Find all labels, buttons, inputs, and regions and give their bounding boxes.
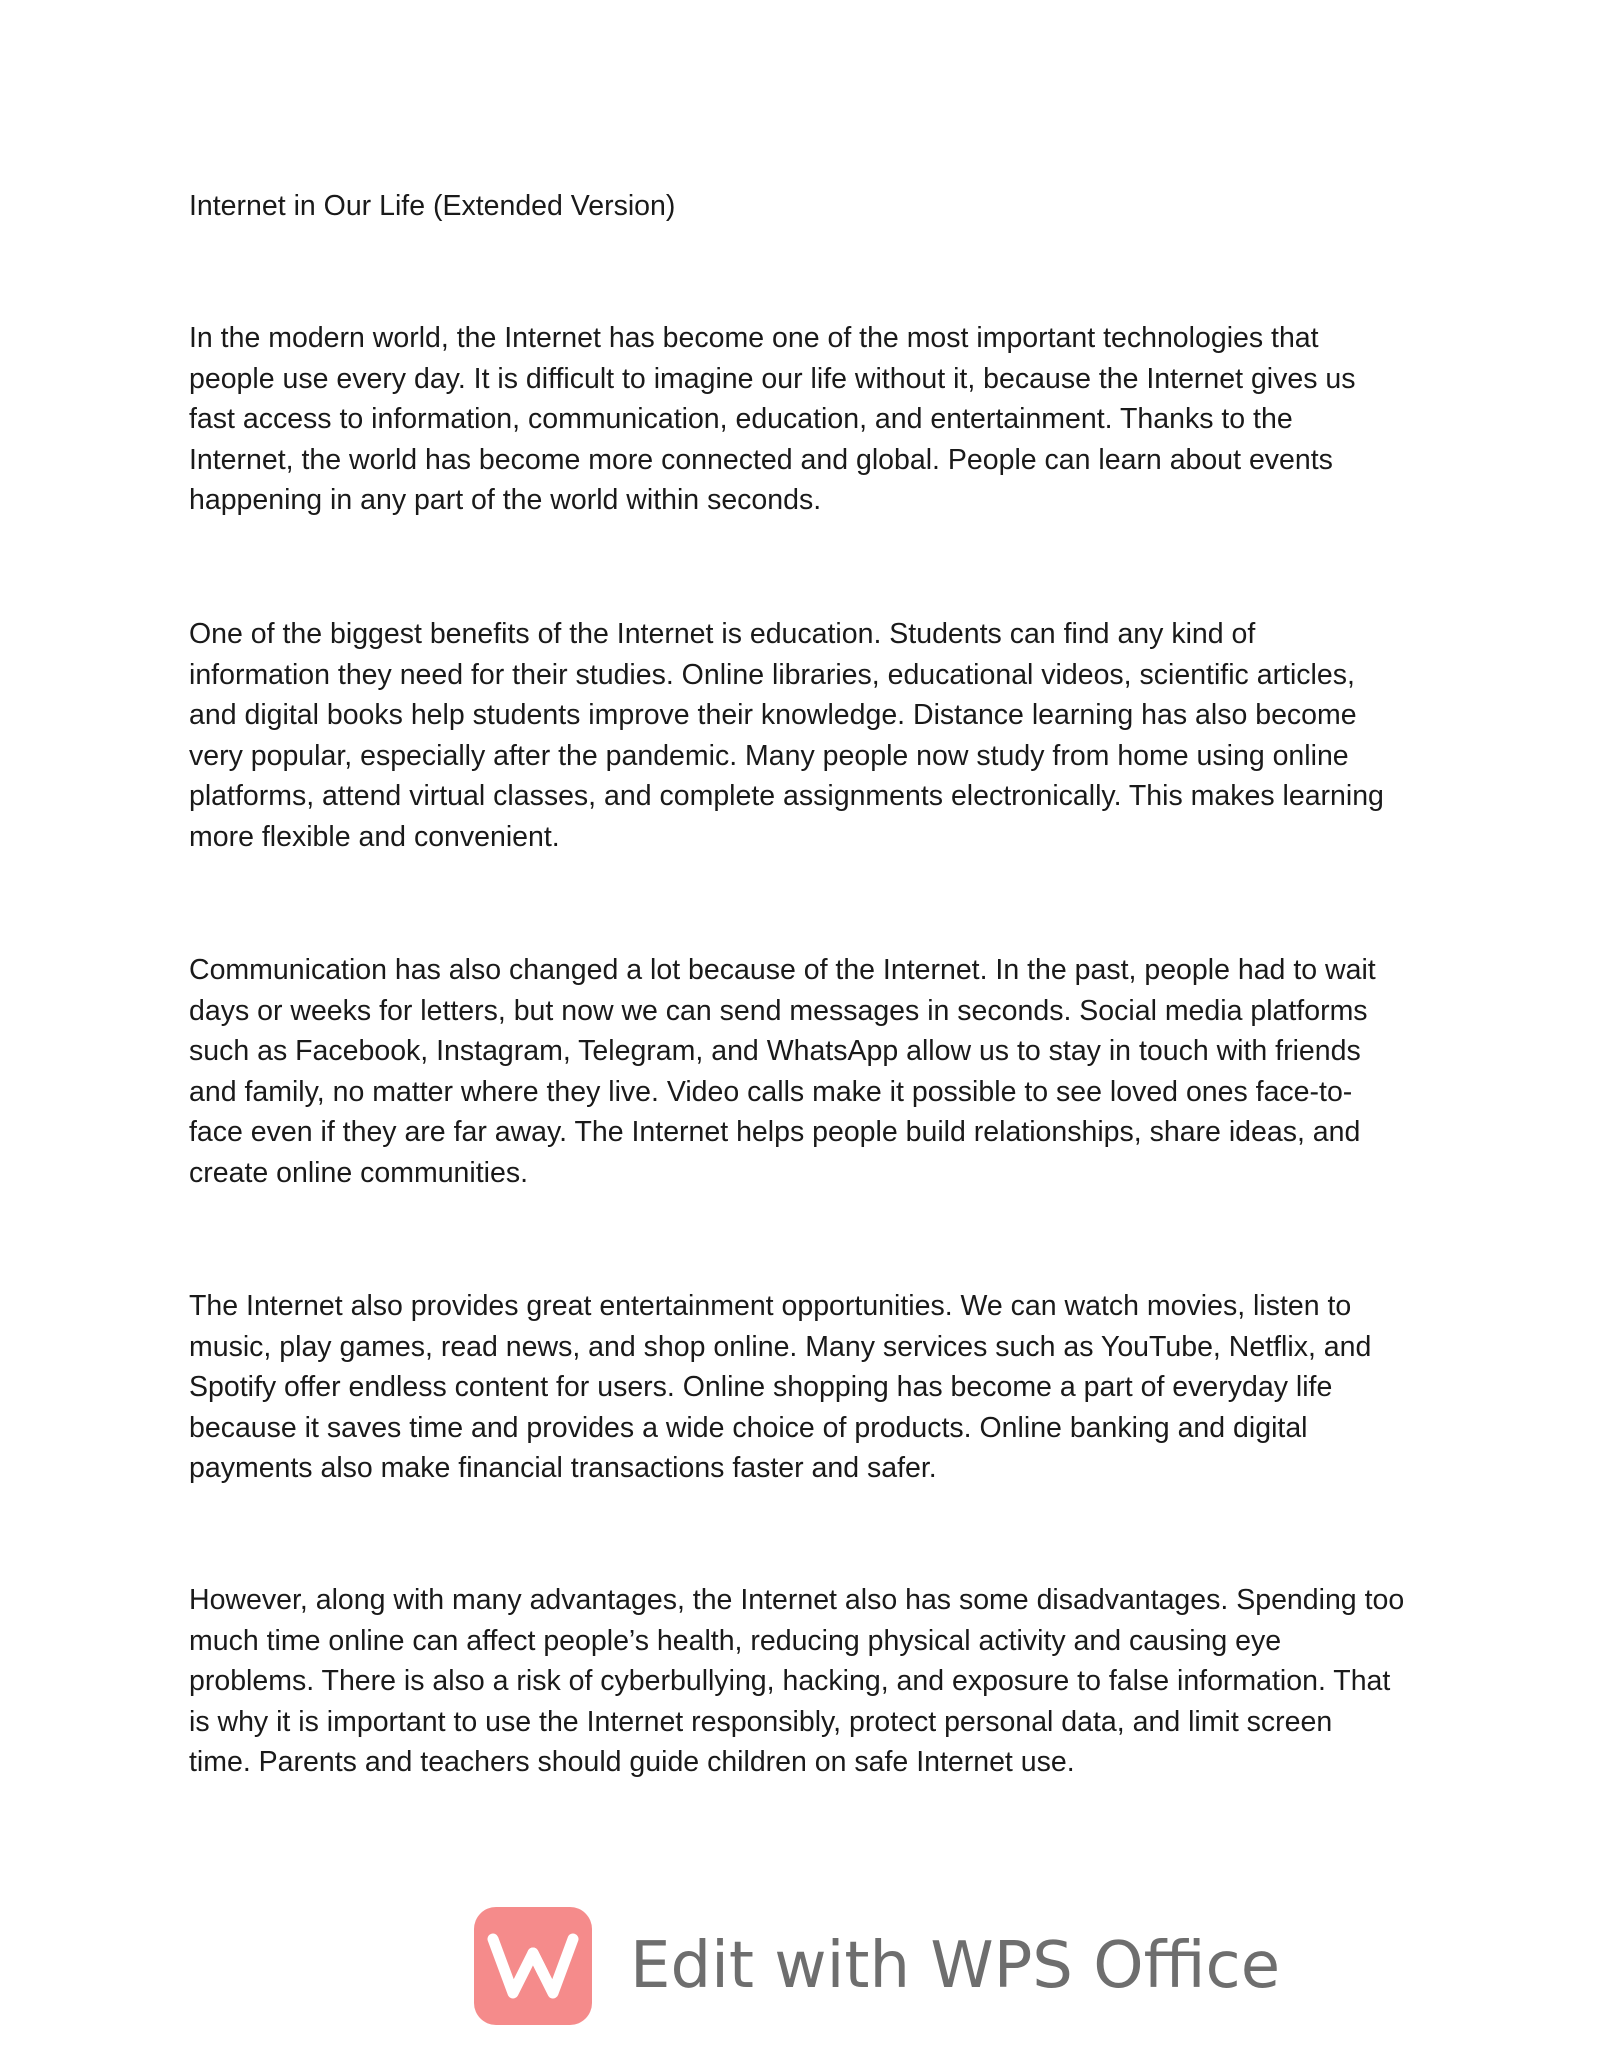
paragraph-line: is why it is important to use the Internet responsibly, protect personal data, and limit screen <box>189 1705 1333 1738</box>
paragraph-line: platforms, attend virtual classes, and complete assignments electronically. This makes learning <box>189 780 1384 812</box>
paragraph-line: time. Parents and teachers should guide children on safe Internet use. <box>189 1746 1075 1778</box>
paragraph-line: Spotify offer endless content for users. Online shopping has become a part of everyday life <box>189 1371 1333 1403</box>
wps-watermark-banner[interactable] <box>474 1906 1280 2026</box>
paragraph-line: such as Facebook, Instagram, Telegram, and WhatsApp allow us to stay in touch with friends <box>189 1035 1361 1067</box>
paragraph-entertainment <box>189 1286 1429 1489</box>
wps-w-glyph <box>487 1931 579 2001</box>
paragraph-line: and family, no matter where they live. Video calls make it possible to see loved ones face-to- <box>189 1075 1353 1108</box>
paragraph-line: and digital books help students improve their knowledge. Distance learning has also become <box>189 699 1357 731</box>
wps-logo-icon <box>474 1907 592 2025</box>
paragraph-line: because it saves time and provides a wide choice of products. Online banking and digital <box>189 1411 1308 1444</box>
paragraph-line: people use every day. It is difficult to imagine our life without it, because the Internet gives us <box>189 362 1356 395</box>
paragraph-line: In the modern world, the Internet has become one of the most important technologies that <box>189 322 1319 354</box>
paragraph-internet-intro <box>189 318 1429 521</box>
paragraph-line: very popular, especially after the pandemic. Many people now study from home using online <box>189 739 1349 772</box>
paragraph-line: more flexible and convenient. <box>189 820 560 853</box>
paragraph-line: Internet, the world has become more connected and global. People can learn about events <box>189 443 1333 476</box>
paragraph-line: happening in any part of the world within seconds. <box>189 484 822 516</box>
paragraph-line: music, play games, read news, and shop online. Many services such as YouTube, Netflix, and <box>189 1330 1372 1363</box>
paragraph-disadvantages <box>189 1580 1429 1783</box>
paragraph-line: fast access to information, communication, education, and entertainment. Thanks to the <box>189 403 1293 435</box>
paragraph-line: much time online can affect people’s health, reducing physical activity and causing eye <box>189 1624 1282 1657</box>
paragraph-education <box>189 614 1429 857</box>
paragraph-line: problems. There is also a risk of cyberbullying, hacking, and exposure to false information. That <box>189 1665 1391 1697</box>
paragraph-line: days or weeks for letters, but now we can send messages in seconds. Social media platforms <box>189 994 1368 1027</box>
wps-watermark-text: Edit with WPS Office <box>630 1929 1281 2003</box>
paragraph-line: create online communities. <box>189 1156 528 1189</box>
paragraph-line: However, along with many advantages, the Internet also has some disadvantages. Spending too <box>189 1584 1405 1616</box>
document-title: Internet in Our Life (Extended Version) <box>189 190 676 222</box>
paragraph-line: One of the biggest benefits of the Internet is education. Students can find any kind of <box>189 618 1256 650</box>
paragraph-line: The Internet also provides great entertainment opportunities. We can watch movies, listen to <box>189 1290 1352 1322</box>
paragraph-line: information they need for their studies. Online libraries, educational videos, scientific articles, <box>189 658 1355 691</box>
paragraph-line: payments also make financial transactions faster and safer. <box>189 1452 937 1484</box>
paragraph-line: face even if they are far away. The Internet helps people build relationships, share ideas, and <box>189 1116 1361 1148</box>
paragraph-line: Communication has also changed a lot because of the Internet. In the past, people had to wait <box>189 954 1376 986</box>
paragraph-communication <box>189 950 1429 1193</box>
